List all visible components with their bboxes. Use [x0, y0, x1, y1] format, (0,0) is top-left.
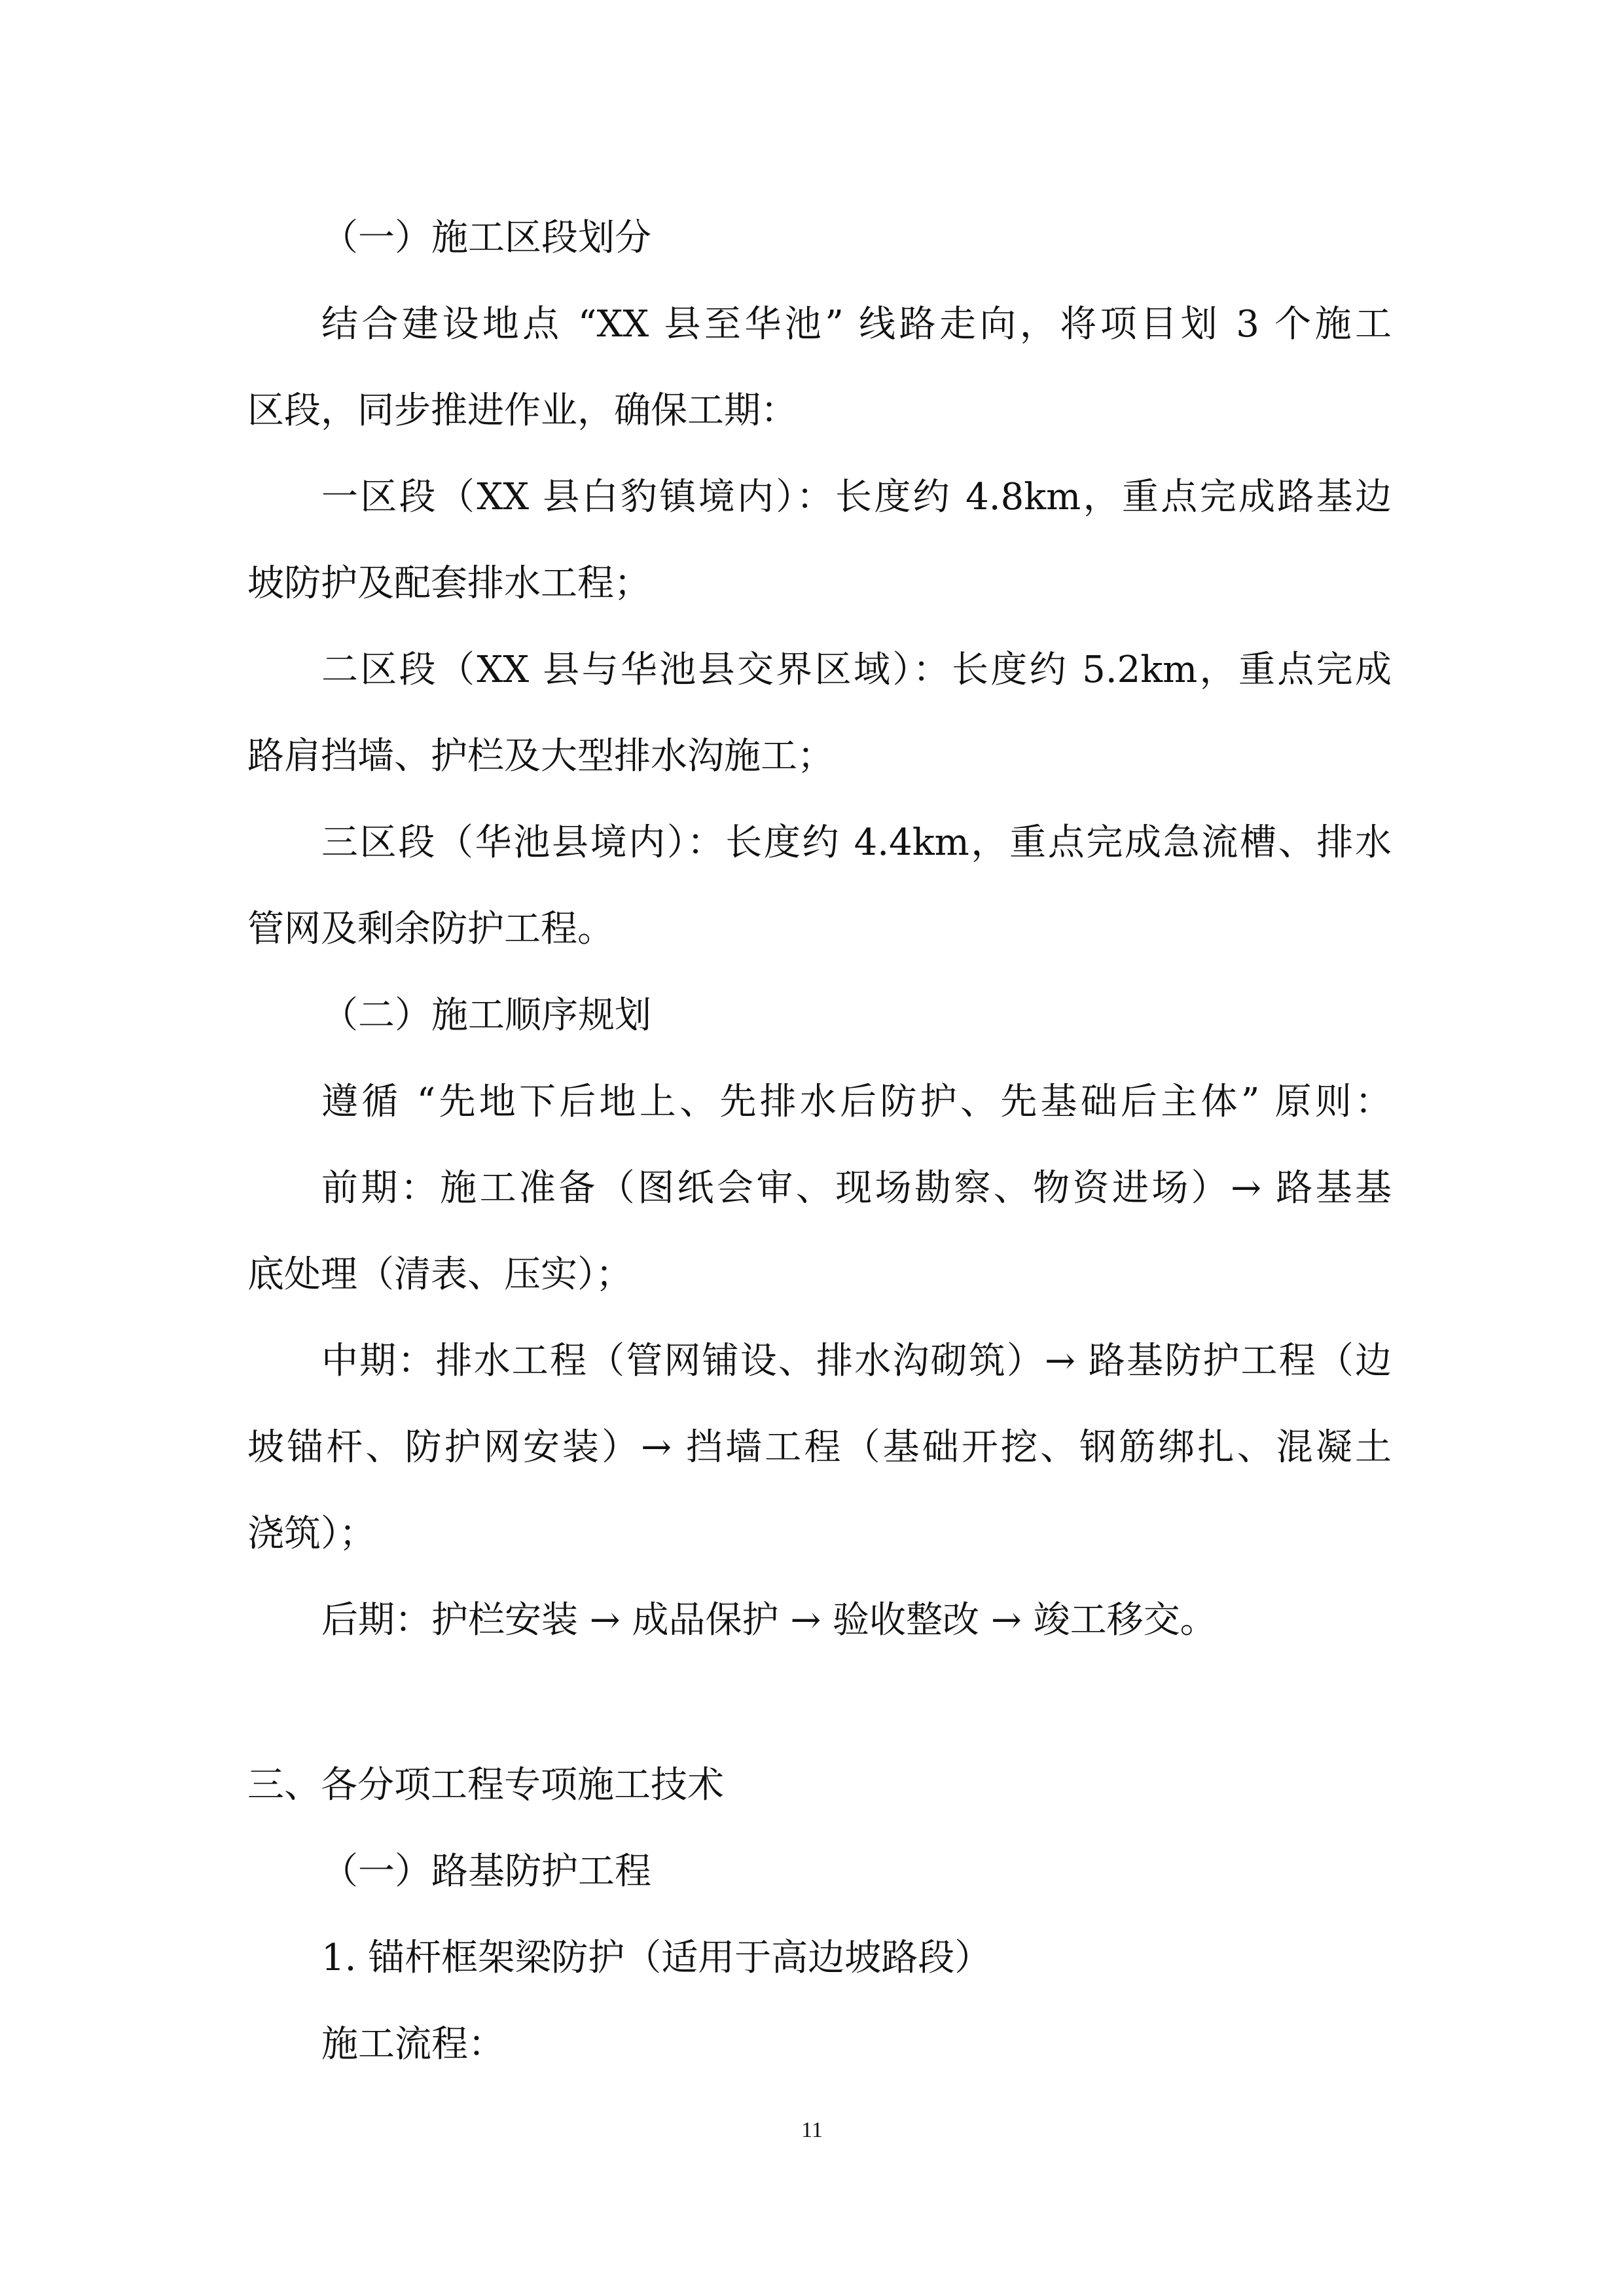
paragraph-line: 二区段（XX 县与华池县交界区域）：长度约 5.2km，重点完成 [321, 649, 1392, 691]
paragraph-line: 三区段（华池县境内）：长度约 4.4km，重点完成急流槽、排水 [321, 821, 1392, 864]
subsection-heading-subgrade-protection: （一）路基防护工程 [321, 1850, 651, 1893]
paragraph-line: 浇筑）； [247, 1513, 376, 1555]
paragraph-line: 路肩挡墙、护栏及大型排水沟施工； [247, 735, 834, 778]
page-number: 11 [801, 2118, 823, 2142]
paragraph-line: 坡锚杆、防护网安装）→ 挡墙工程（基础开挖、钢筋绑扎、混凝土 [247, 1426, 1392, 1469]
section-heading-special-techniques: 三、各分项工程专项施工技术 [247, 1764, 724, 1806]
subsection-heading-construction-sequence: （二）施工顺序规划 [321, 994, 651, 1037]
paragraph-line: 区段，同步推进作业，确保工期： [247, 389, 797, 432]
subsection-heading-construction-zones: （一）施工区段划分 [321, 217, 651, 259]
paragraph-line: 管网及剩余防护工程。 [247, 908, 614, 950]
item-heading-anchor-frame-beam: 1. 锚杆框架梁防护（适用于高边坡路段） [321, 1937, 992, 1979]
paragraph-line: 底处理（清表、压实）； [247, 1253, 632, 1296]
paragraph-line: 结合建设地点 “XX 县至华池” 线路走向，将项目划 3 个施工 [321, 303, 1392, 346]
paragraph-line: 一区段（XX 县白豹镇境内）：长度约 4.8km，重点完成路基边 [321, 476, 1392, 518]
paragraph-line: 遵循 “先地下后地上、先排水后防护、先基础后主体” 原则： [321, 1081, 1392, 1123]
paragraph-line: 坡防护及配套排水工程； [247, 562, 651, 605]
paragraph-line: 前期：施工准备（图纸会审、现场勘察、物资进场）→ 路基基 [321, 1167, 1392, 1210]
paragraph-line: 中期：排水工程（管网铺设、排水沟砌筑）→ 路基防护工程（边 [321, 1340, 1392, 1382]
paragraph-line: 后期：护栏安装 → 成品保护 → 验收整改 → 竣工移交。 [321, 1599, 1217, 1641]
paragraph-line: 施工流程： [321, 2023, 505, 2066]
